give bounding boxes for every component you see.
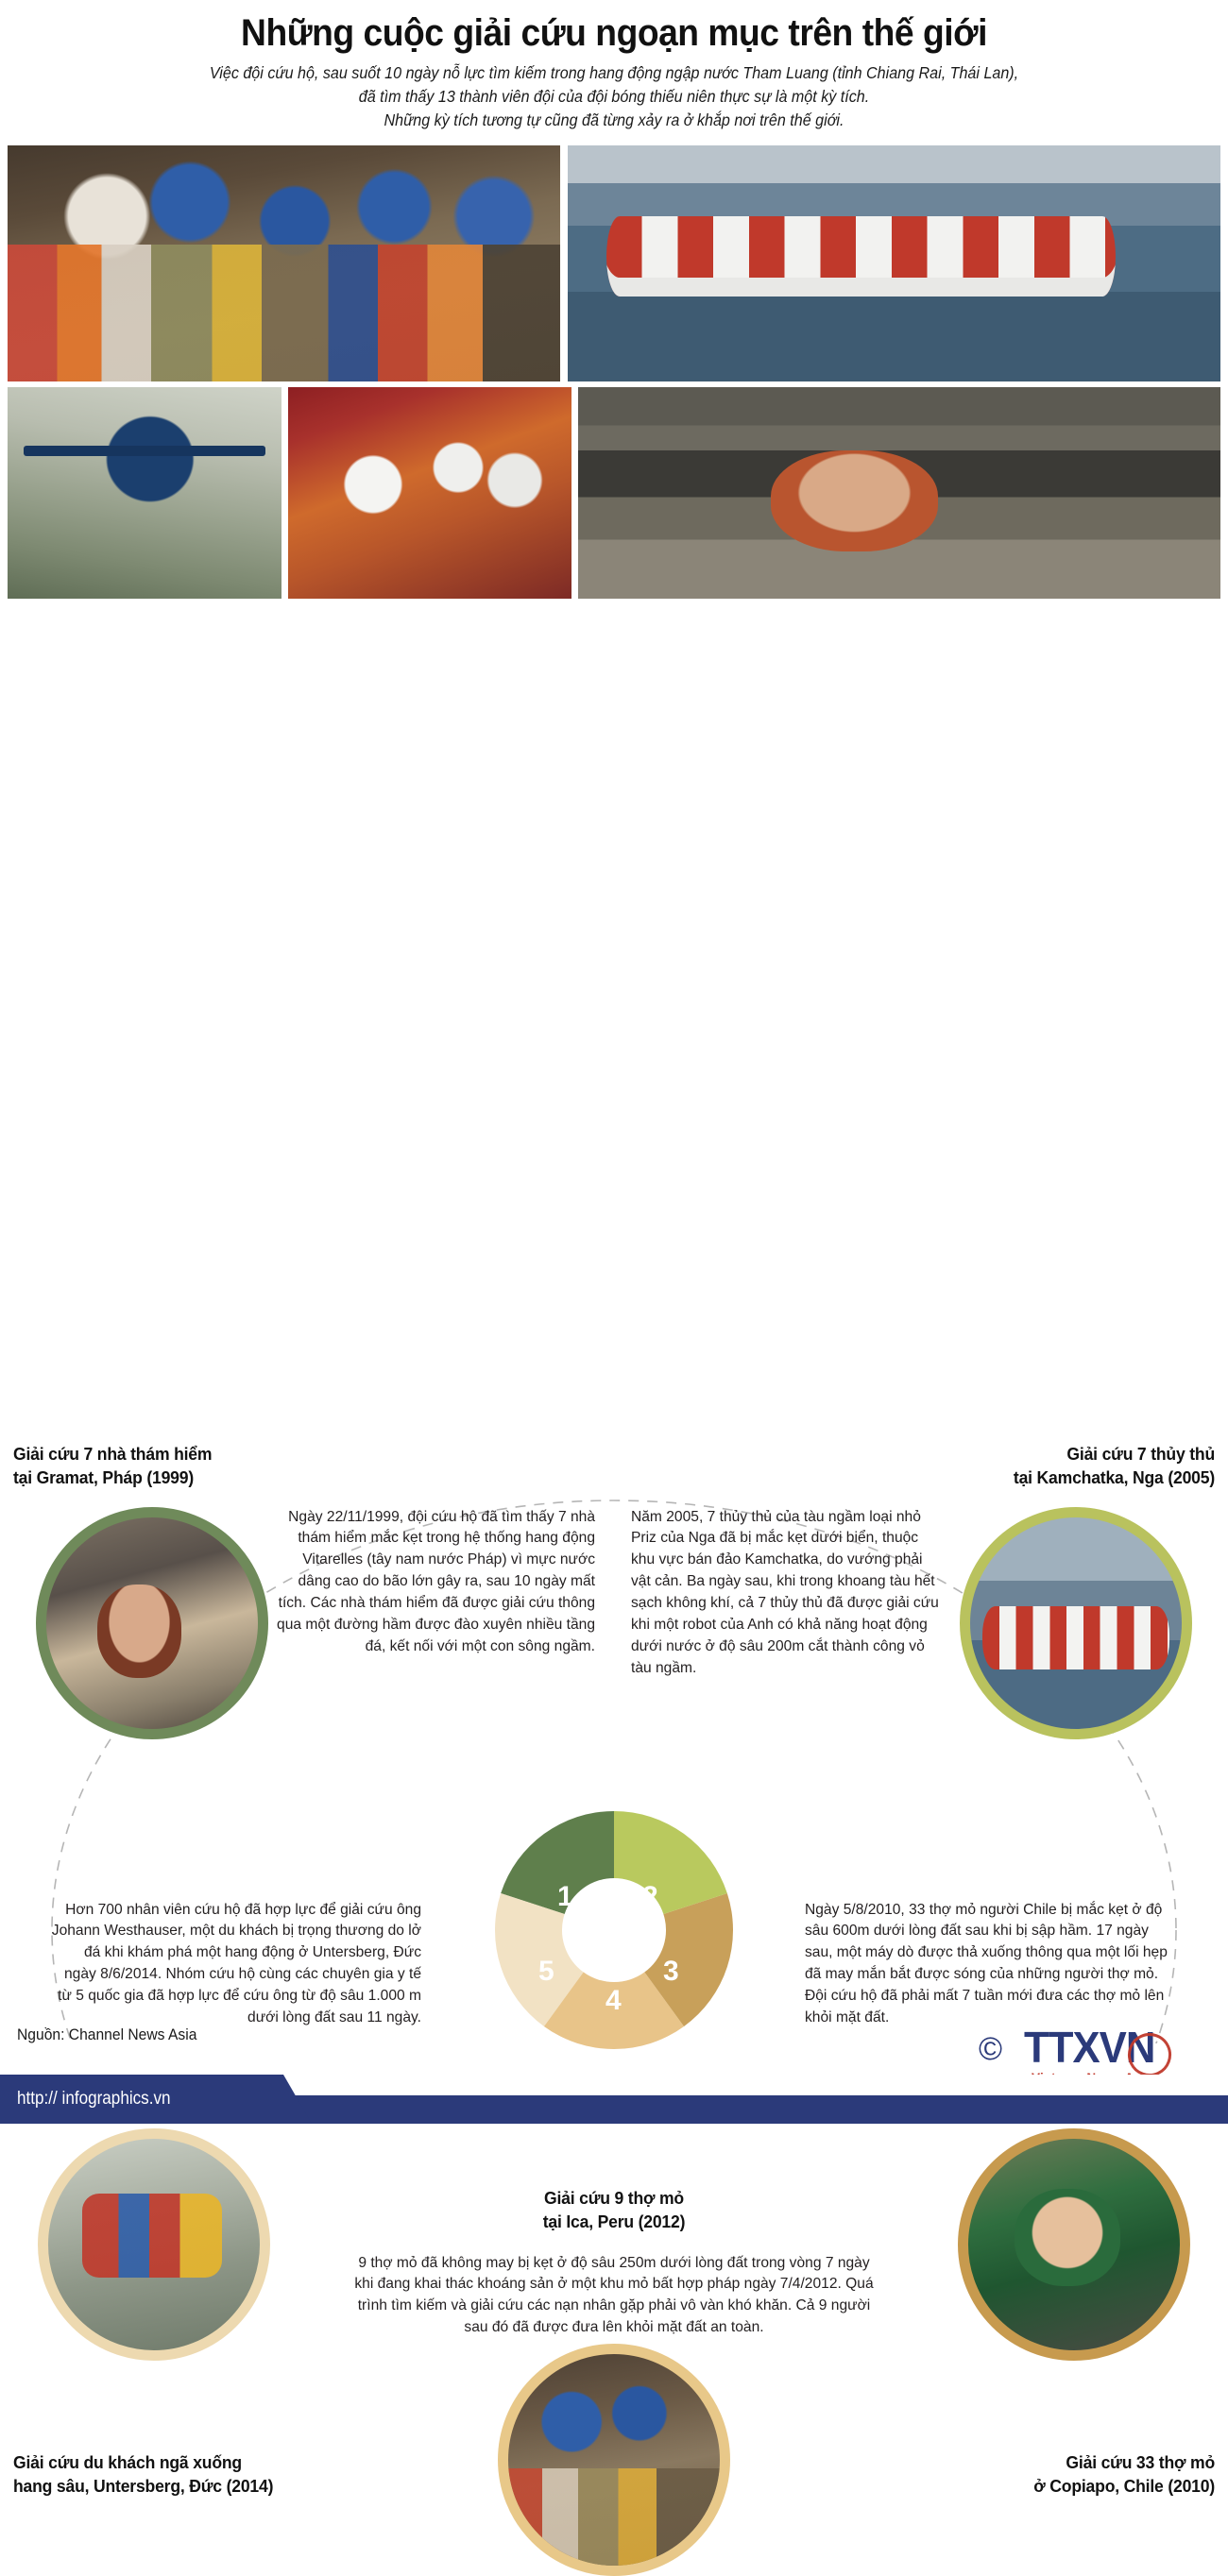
subtitle-line-2: đã tìm thấy 13 thành viên đội của đội bóng thiếu niên thực sự là một kỳ tích. bbox=[358, 86, 870, 106]
heading-gramat-line-1: Giải cứu 7 nhà thám hiểm bbox=[13, 1443, 213, 1464]
header bbox=[0, 0, 1228, 140]
donut-segment-2 bbox=[614, 1811, 727, 1914]
page-subtitle bbox=[84, 61, 1144, 132]
donut-label-5: 5 bbox=[538, 1955, 554, 1987]
body-gramat: Ngày 22/11/1999, đội cứu hộ đã tìm thấy 7 nhà thám hiểm mắc kẹt trong hệ thống hang động Vitarelles (tây nam nước Pháp) vì mực nước dâng cao do bão lớn gây ra, sau 10 ngày mất tích. Các nhà thám hiểm đã được giải cứu thông qua một đường hầm được đào xuyên nhiều tầng đá, kết nối với một con sông ngầm. bbox=[277, 1508, 595, 1655]
subtitle-line-3: Những kỳ tích tương tự cũng đã từng xảy ra ở khắp nơi trên thế giới. bbox=[384, 110, 844, 129]
donut-label-3: 3 bbox=[663, 1955, 679, 1987]
heading-kamchatka-line-1: Giải cứu 7 thủy thủ bbox=[1066, 1443, 1215, 1464]
photo-helicopter bbox=[8, 387, 281, 599]
page-title: Những cuộc giải cứu ngoạn mục trên thế giới bbox=[241, 12, 987, 54]
donut-label-4: 4 bbox=[605, 1984, 622, 2016]
copyright-icon: © bbox=[979, 2031, 1003, 2067]
url-bar bbox=[0, 2075, 1228, 2124]
heading-copiapo-line-2: ở Copiapo, Chile (2010) bbox=[1033, 2475, 1215, 2496]
body-peru: 9 thợ mỏ đã không may bị kẹt ở độ sâu 250m dưới lòng đất trong vòng 7 ngày khi đang khai thác khoáng sản ở một khu mỏ bất hợp pháp ngày 7/4/2012. Quá trình tìm kiếm và giải cứu các nạn nhân gặp phải vô vàn khó khăn. Cả 9 người sau đó đã được đưa lên khỏi mặt đất an toàn. bbox=[354, 2254, 874, 2336]
heading-copiapo-line-1: Giải cứu 33 thợ mỏ bbox=[1066, 2451, 1215, 2472]
circ-peru bbox=[498, 2344, 730, 2576]
logo-wordmark: TTXVN bbox=[1024, 2023, 1155, 2072]
donut-label-2: 2 bbox=[642, 1880, 658, 1912]
heading-gramat bbox=[13, 1443, 310, 1490]
website-url[interactable]: http:// infographics.vn bbox=[17, 2089, 171, 2109]
heading-gramat-line-2: tại Gramat, Pháp (1999) bbox=[13, 1466, 194, 1487]
body-kamchatka: Năm 2005, 7 thủy thủ của tàu ngầm loại nhỏ Priz của Nga đã bị mắc kẹt dưới biển, thuộc khu vực bán đảo Kamchatka, do vướng phải vật cản. Ba ngày sau, khi trong khoang tàu hết sạch không khí, cả 7 thủy thủ đã được giải cứu khi một robot của Anh có khả năng hoạt động dưới nước ở độ sâu 200m cắt thành công vỏ tàu ngầm. bbox=[631, 1508, 939, 1676]
circ-untersberg bbox=[38, 2128, 270, 2361]
heading-kamchatka bbox=[856, 1443, 1215, 1490]
heading-peru-line-1: Giải cứu 9 thợ mỏ bbox=[544, 2187, 684, 2208]
source-label: Nguồn: Channel News Asia bbox=[17, 2025, 197, 2043]
subtitle-line-1: Việc đội cứu hộ, sau suốt 10 ngày nỗ lực tìm kiếm trong hang động ngập nước Tham Luang (tỉnh Chiang Rai, Thái Lan), bbox=[209, 63, 1019, 82]
heading-peru bbox=[381, 2187, 847, 2234]
photo-trapped-man bbox=[578, 387, 1220, 599]
circ-gramat bbox=[36, 1507, 268, 1739]
body-untersberg: Hơn 700 nhân viên cứu hộ đã hợp lực để giải cứu ông Johann Westhauser, một du khách bị trọng thương do lở đá khi khám phá một hang động ở Untersberg, Đức ngày 8/6/2014. Nhóm cứu hộ cùng các chuyên gia y tế từ 5 quốc gia đã hợp lực để cứu ông từ độ sâu 1.000 m dưới lòng đất sau 11 ngày. bbox=[51, 1901, 421, 2026]
donut-label-1: 1 bbox=[557, 1880, 573, 1912]
photo-rescue-team bbox=[288, 387, 571, 599]
body-copiapo: Ngày 5/8/2010, 33 thợ mỏ người Chile bị mắc kẹt ở độ sâu 600m dưới lòng đất sau khi bị sập hầm. 17 ngày sau, một máy dò được thả xuống thông qua một lối hẹp đã may mắn bắt được sóng của những người thợ mỏ. Đội cứu hộ đã phải mất 7 tuần mới đưa các thợ mỏ lên khỏi mặt đất. bbox=[805, 1901, 1168, 2026]
circ-copiapo bbox=[958, 2128, 1190, 2361]
heading-peru-line-2: tại Ica, Peru (2012) bbox=[542, 2211, 686, 2231]
heading-copiapo bbox=[856, 2451, 1215, 2499]
heading-untersberg-line-1: Giải cứu du khách ngã xuống bbox=[13, 2451, 242, 2472]
footer bbox=[0, 2001, 1228, 2124]
circ-kamchatka bbox=[960, 1507, 1192, 1739]
heading-untersberg-line-2: hang sâu, Untersberg, Đức (2014) bbox=[13, 2475, 274, 2496]
heading-kamchatka-line-2: tại Kamchatka, Nga (2005) bbox=[1013, 1466, 1215, 1487]
photo-cave-rescuers bbox=[8, 145, 560, 381]
photo-submarine bbox=[568, 145, 1220, 381]
heading-untersberg bbox=[13, 2451, 372, 2499]
photo-mosaic bbox=[0, 145, 1228, 599]
